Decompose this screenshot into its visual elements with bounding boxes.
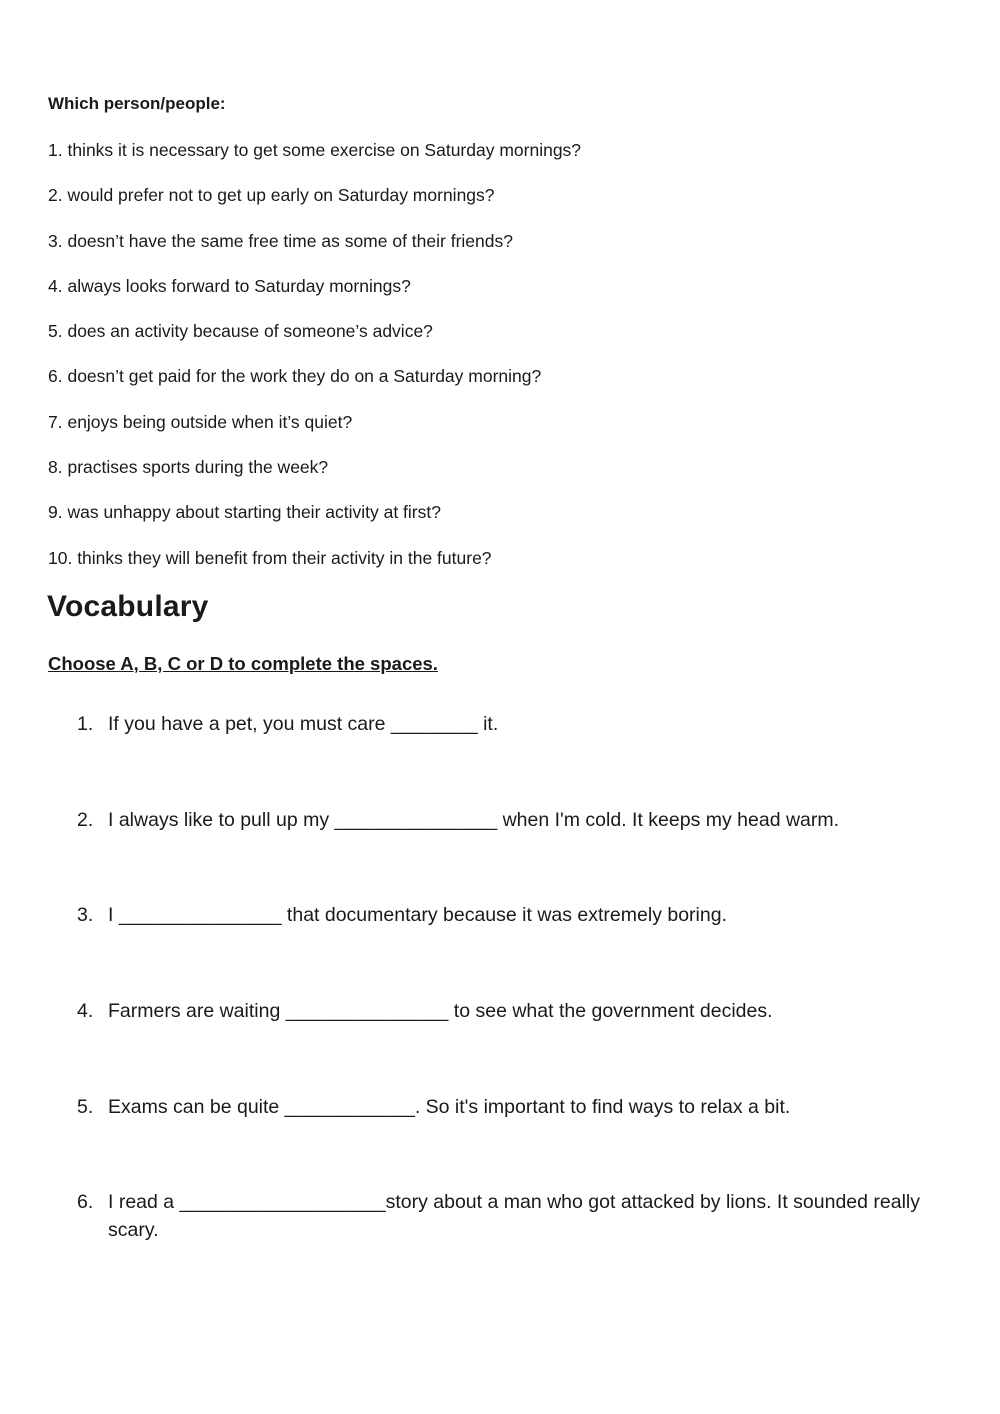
vocabulary-instruction: Choose A, B, C or D to complete the spaces.: [48, 653, 438, 674]
question-item: 9. was unhappy about starting their activity at first?: [48, 502, 441, 523]
item-sentence: If you have a pet, you must care ________ it.: [108, 713, 499, 735]
item-sentence: I read a ___________________story about a man who got attacked by lions. It sounded really scary.: [108, 1191, 920, 1242]
question-item: 4. always looks forward to Saturday mornings?: [48, 275, 411, 296]
item-number: 4.: [77, 1000, 94, 1023]
question-item: 10. thinks they will benefit from their activity in the future?: [48, 547, 492, 568]
question-list: [48, 138, 581, 591]
question-item: 2. would prefer not to get up early on Saturday mornings?: [48, 185, 495, 206]
item-number: 5.: [77, 1095, 94, 1118]
vocabulary-item: [0, 1093, 1000, 1189]
question-item: 1. thinks it is necessary to get some exercise on Saturday mornings?: [48, 140, 582, 160]
question-item: 8. practises sports during the week?: [48, 457, 329, 478]
question-item: 6. doesn’t get paid for the work they do on a Saturday morning?: [48, 366, 542, 387]
question-item: 5. does an activity because of someone’s advice?: [48, 321, 433, 342]
vocabulary-item: [0, 710, 1000, 806]
vocabulary-item: [0, 1188, 1000, 1284]
item-sentence: I _______________ that documentary because it was extremely boring.: [108, 904, 727, 927]
item-number: 3.: [77, 904, 94, 927]
vocabulary-item: [0, 901, 1000, 997]
vocabulary-list: [0, 710, 1000, 1284]
vocabulary-title: Vocabulary: [47, 590, 209, 623]
vocabulary-item: [0, 806, 1000, 902]
item-number: 6.: [77, 1191, 94, 1214]
section-heading: Which person/people:: [48, 94, 226, 113]
item-number: 1.: [77, 713, 94, 735]
question-item: 3. doesn’t have the same free time as some of their friends?: [48, 230, 513, 251]
item-sentence: I always like to pull up my _______________ when I'm cold. It keeps my head warm.: [108, 808, 840, 831]
item-number: 2.: [77, 808, 94, 831]
vocabulary-item: [0, 997, 1000, 1093]
item-sentence: Farmers are waiting _______________ to see what the government decides.: [108, 1000, 773, 1023]
item-sentence: Exams can be quite ____________. So it's important to find ways to relax a bit.: [108, 1095, 791, 1118]
question-item: 7. enjoys being outside when it’s quiet?: [48, 411, 353, 432]
